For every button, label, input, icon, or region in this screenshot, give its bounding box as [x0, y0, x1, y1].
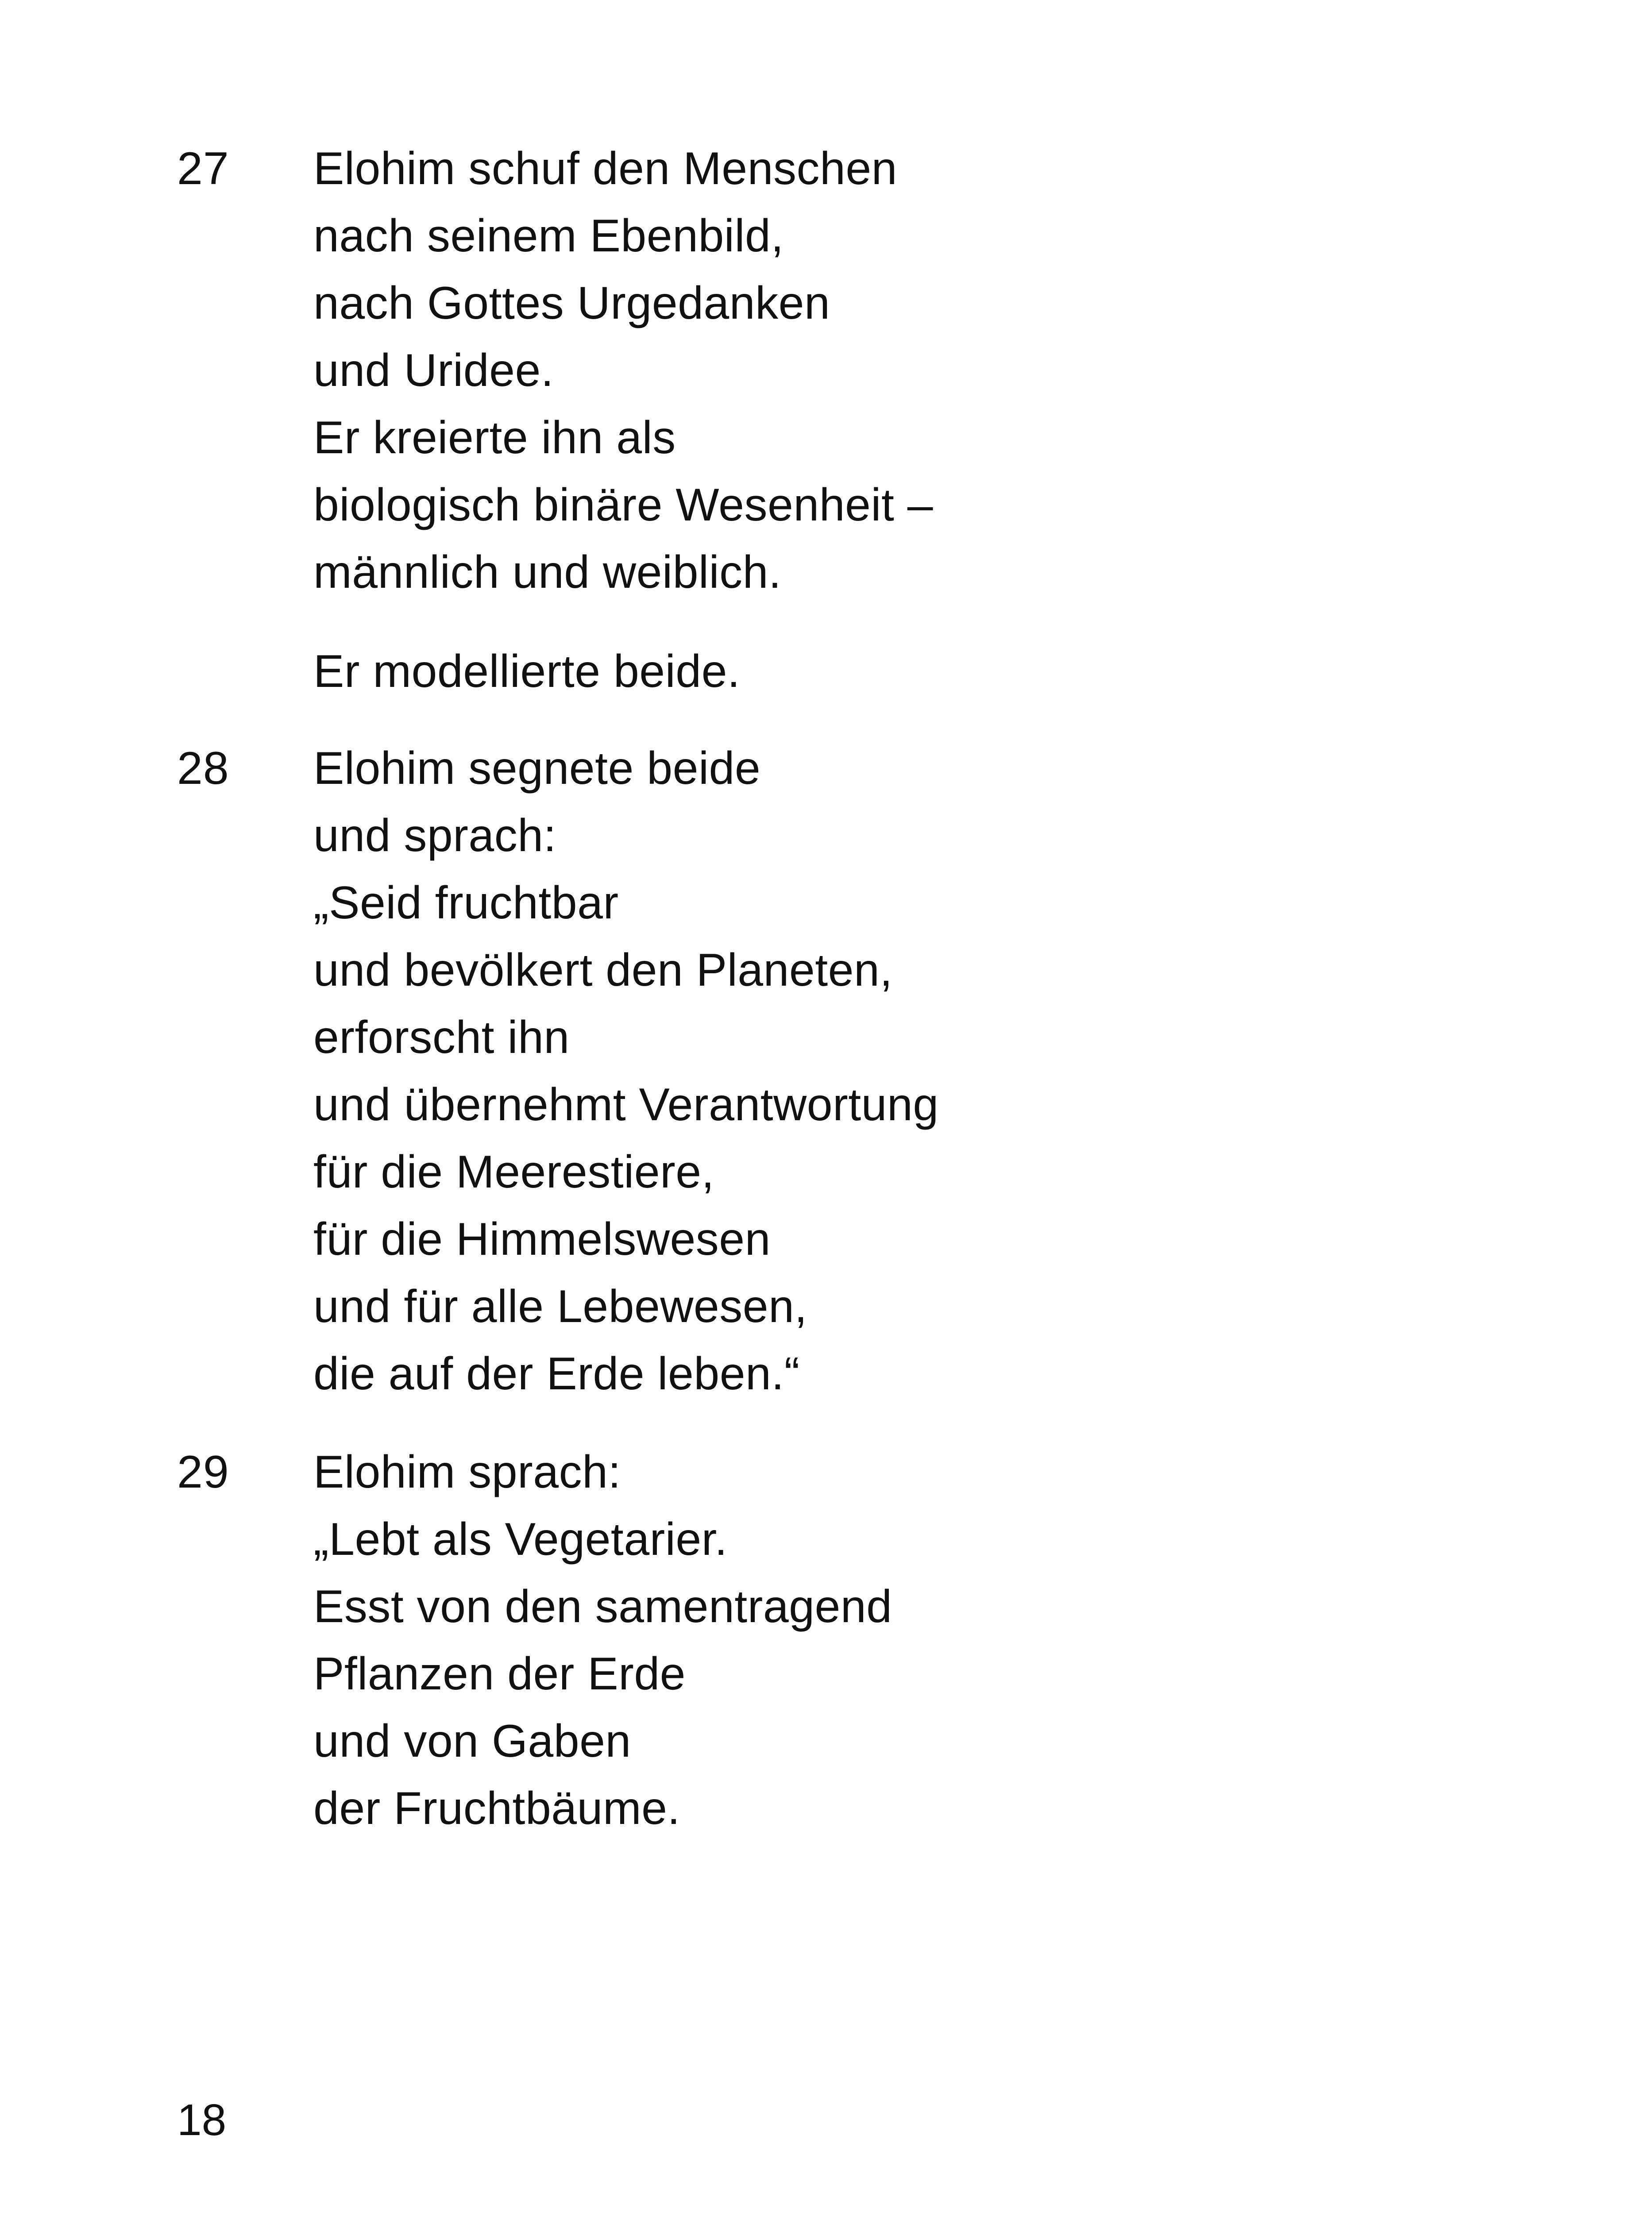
- verse-line: männlich und weiblich.: [313, 547, 782, 598]
- verse-line: für die Meerestiere,: [313, 1146, 714, 1198]
- page-number: 18: [177, 2095, 227, 2145]
- verse-line: und für alle Lebewesen,: [313, 1281, 807, 1332]
- stanza-gap: [313, 606, 933, 638]
- verse-line: Esst von den samentragend: [313, 1581, 892, 1632]
- verse-line: Elohim schuf den Menschen: [313, 143, 897, 194]
- verse-line: nach seinem Ebenbild,: [313, 210, 784, 262]
- verse-text: [313, 135, 933, 705]
- verse-line: und übernehmt Verantwortung: [313, 1079, 939, 1130]
- verse-line: und Uridee.: [313, 345, 554, 396]
- verse-line: Elohim segnete beide: [313, 743, 761, 794]
- verse-line: Er kreierte ihn als: [313, 412, 676, 463]
- verse-line: „Seid fruchtbar: [313, 877, 619, 929]
- verse-number: 29: [177, 1446, 229, 1498]
- verse-line: nach Gottes Urgedanken: [313, 278, 830, 329]
- verse-line: „Lebt als Vegetarier.: [313, 1514, 728, 1565]
- verse-text: [313, 1438, 892, 1842]
- verse-line: und sprach:: [313, 810, 556, 861]
- verse-text: [313, 735, 939, 1407]
- verse-line: biologisch binäre Wesenheit –: [313, 479, 934, 531]
- verse-number: 28: [177, 743, 229, 794]
- verse-line: Elohim sprach:: [313, 1446, 621, 1498]
- verse-line: und bevölkert den Planeten,: [313, 945, 893, 996]
- verse-line: erforscht ihn: [313, 1012, 570, 1063]
- verse-line: der Fruchtbäume.: [313, 1783, 680, 1834]
- verse-line: die auf der Erde leben.“: [313, 1348, 800, 1400]
- verse-line: für die Himmelswesen: [313, 1214, 771, 1265]
- verse-line: und von Gaben: [313, 1716, 631, 1767]
- verse-line: Er modellierte beide.: [313, 646, 741, 697]
- verse-number: 27: [177, 143, 229, 194]
- verse-line: Pflanzen der Erde: [313, 1648, 686, 1700]
